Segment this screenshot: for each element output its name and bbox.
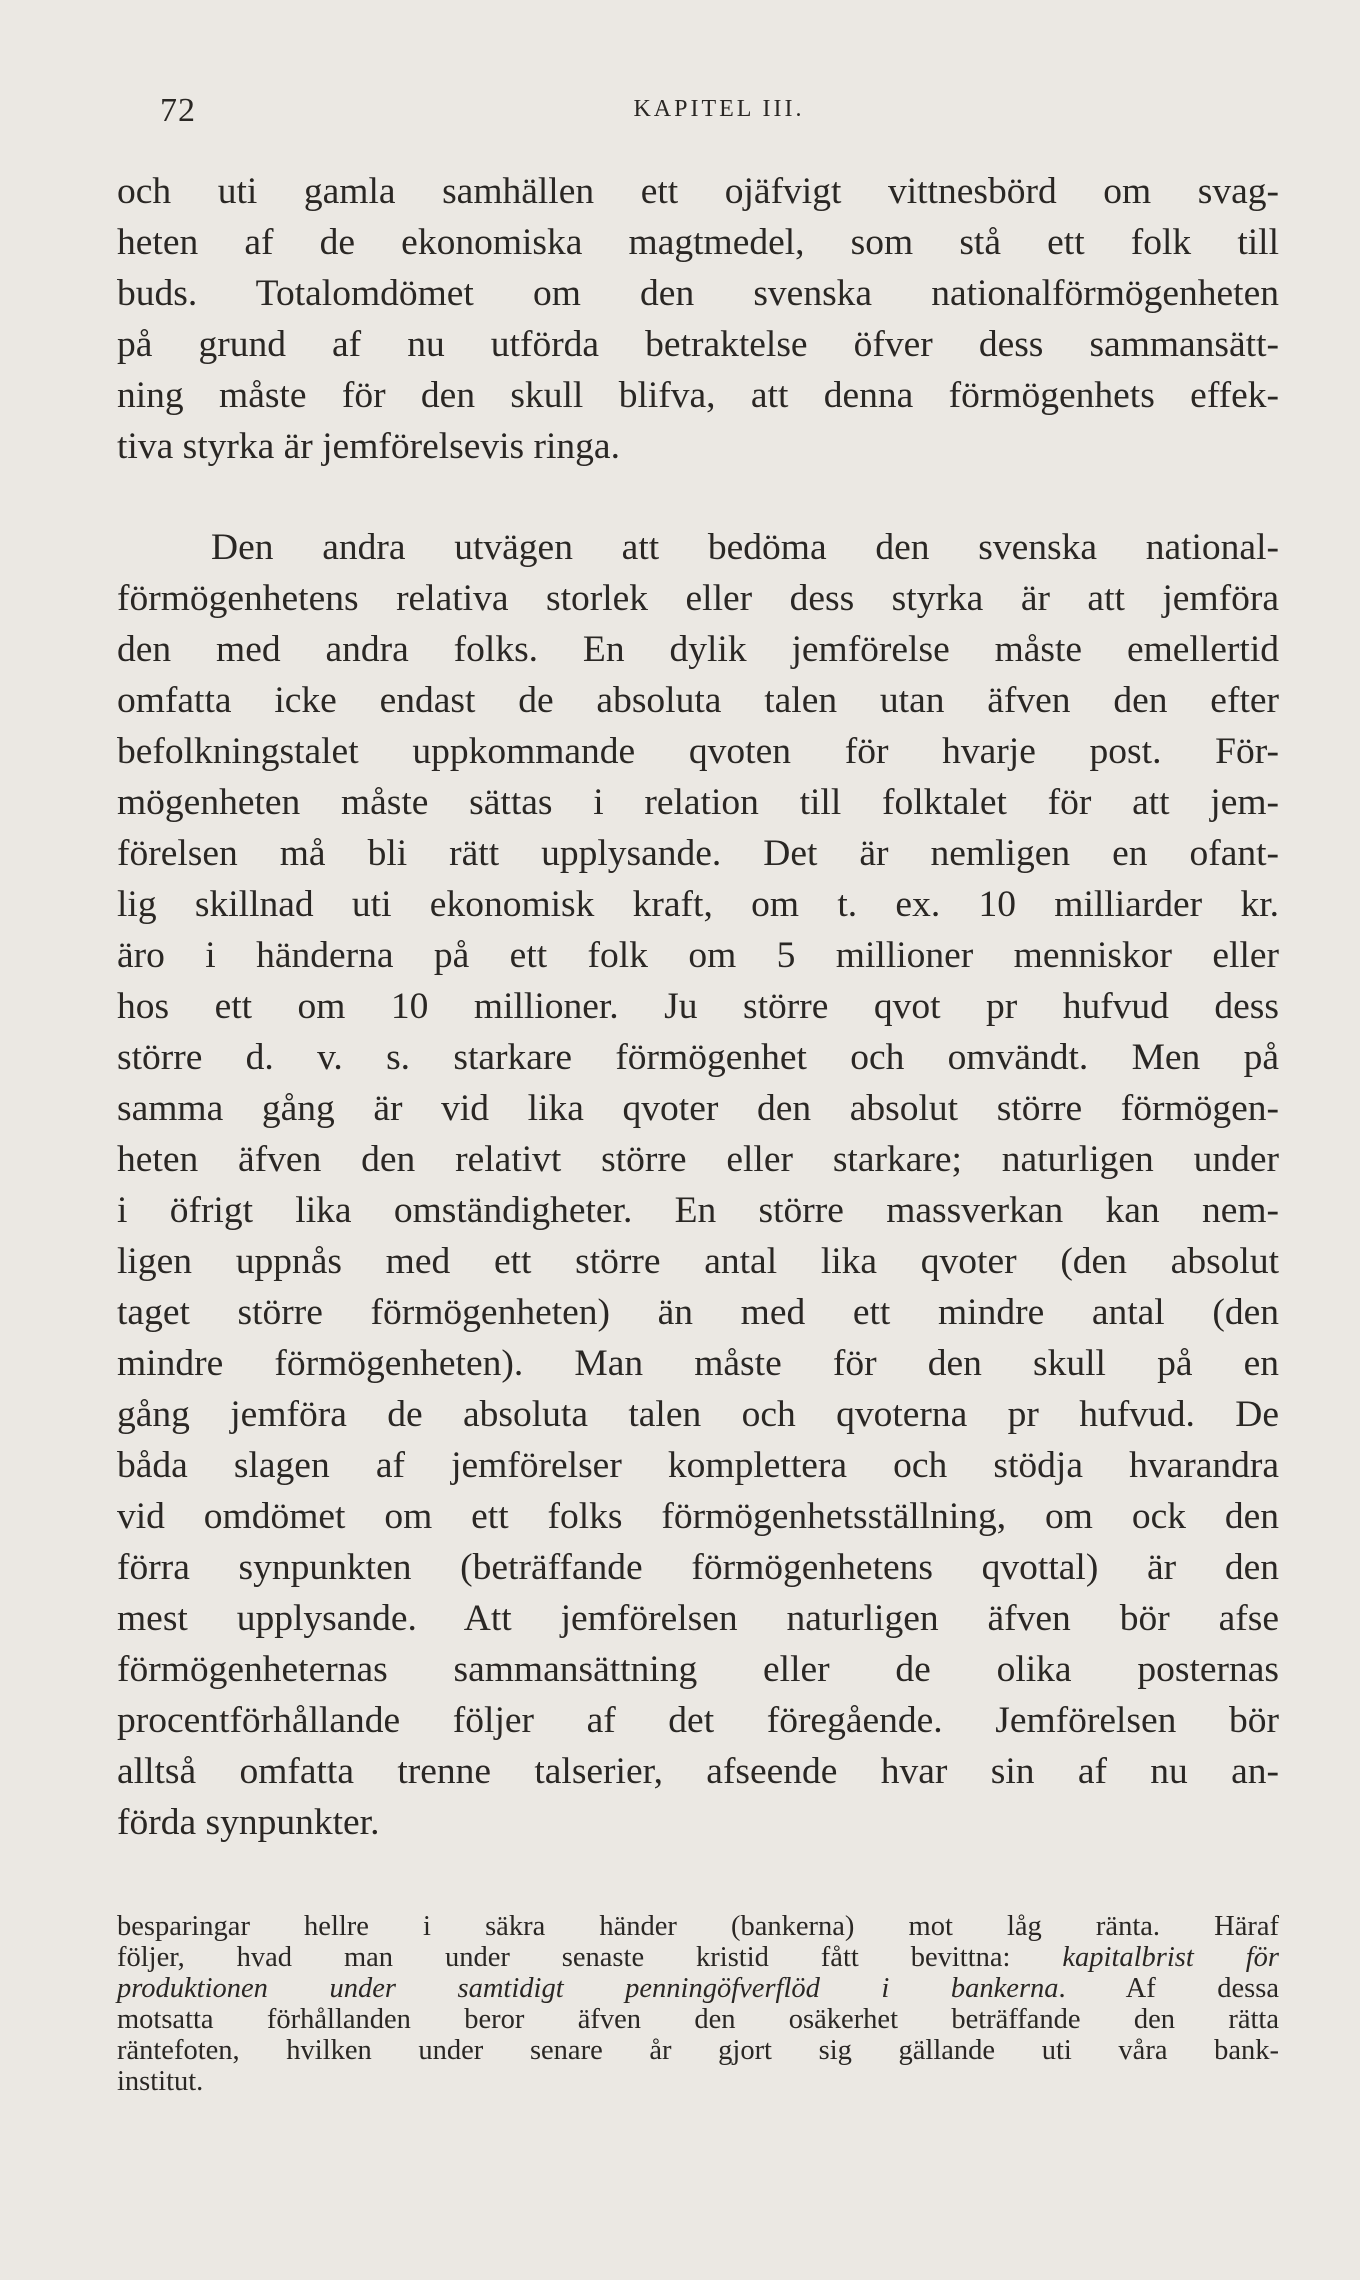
- text-line: vid omdömet om ett folks förmögenhetsställning, om ock den: [117, 1496, 1279, 1537]
- page-number: 72: [160, 92, 196, 129]
- text-line: förelsen må bli rätt upplysande. Det är nemligen en ofant-: [117, 833, 1279, 874]
- text-line: hos ett om 10 millioner. Ju större qvot pr hufvud dess: [117, 986, 1279, 1027]
- text-line: heten af de ekonomiska magtmedel, som stå ett folk till: [117, 222, 1279, 263]
- paragraph-gap: [117, 472, 1279, 522]
- footnote: [117, 1911, 1279, 2097]
- footnote-text: följer, hvad man under senaste kristid fått bevittna:: [117, 1942, 1063, 1973]
- footnote-line: besparingar hellre i säkra händer (bankerna) mot låg ränta. Häraf: [117, 1911, 1279, 1942]
- text-line: i öfrigt lika omständigheter. En större massverkan kan nem-: [117, 1190, 1279, 1231]
- text-line: tiva styrka är jemförelsevis ringa.: [117, 426, 620, 467]
- text-line: mest upplysande. Att jemförelsen naturligen äfven bör afse: [117, 1598, 1279, 1639]
- text-line: större d. v. s. starkare förmögenhet och omvändt. Men på: [117, 1037, 1279, 1078]
- footnote-line: [117, 1942, 1279, 1973]
- body-text: [117, 166, 1279, 1848]
- text-line: förmögenhetens relativa storlek eller dess styrka är att jemföra: [117, 578, 1279, 619]
- text-line: alltså omfatta trenne talserier, afseende hvar sin af nu an-: [117, 1751, 1279, 1792]
- text-line: äro i händerna på ett folk om 5 millioner menniskor eller: [117, 935, 1279, 976]
- text-line: Den andra utvägen att bedöma den svenska national-: [211, 527, 1279, 568]
- footnote-italic-text: kapitalbrist för: [1062, 1942, 1279, 1973]
- text-line: gång jemföra de absoluta talen och qvoterna pr hufvud. De: [117, 1394, 1279, 1435]
- footnote-line: [117, 1973, 1279, 2004]
- text-line: omfatta icke endast de absoluta talen utan äfven den efter: [117, 680, 1279, 721]
- text-line: lig skillnad uti ekonomisk kraft, om t. ex. 10 milliarder kr.: [117, 884, 1279, 925]
- footnote-line: räntefoten, hvilken under senare år gjort sig gällande uti våra bank-: [117, 2035, 1279, 2066]
- text-line: buds. Totalomdömet om den svenska nationalförmögenheten: [117, 273, 1279, 314]
- text-line: den med andra folks. En dylik jemförelse måste emellertid: [117, 629, 1279, 670]
- paragraph-2: [117, 522, 1279, 1848]
- paragraph-1: [117, 166, 1279, 472]
- text-line: samma gång är vid lika qvoter den absolut större förmögen-: [117, 1088, 1279, 1129]
- text-line: och uti gamla samhällen ett ojäfvigt vittnesbörd om svag-: [117, 171, 1279, 212]
- text-line: mindre förmögenheten). Man måste för den skull på en: [117, 1343, 1279, 1384]
- text-line: ligen uppnås med ett större antal lika qvoter (den absolut: [117, 1241, 1279, 1282]
- footnote-italic-text: produktionen under samtidigt penningöfverflöd i bankerna: [117, 1973, 1059, 2004]
- running-head: KAPITEL III.: [633, 96, 805, 122]
- text-line: procentförhållande följer af det föregående. Jemförelsen bör: [117, 1700, 1279, 1741]
- text-line: förda synpunkter.: [117, 1802, 380, 1843]
- page-header: [160, 92, 1278, 132]
- text-line: heten äfven den relativt större eller starkare; naturligen under: [117, 1139, 1279, 1180]
- text-line: båda slagen af jemförelser komplettera och stödja hvarandra: [117, 1445, 1279, 1486]
- footnote-line: institut.: [117, 2066, 204, 2097]
- text-line: mögenheten måste sättas i relation till folktalet för att jem-: [117, 782, 1279, 823]
- footnote-text: . Af dessa: [1058, 1973, 1280, 2004]
- text-line: taget större förmögenheten) än med ett mindre antal (den: [117, 1292, 1279, 1333]
- text-line: förra synpunkten (beträffande förmögenhetens qvottal) är den: [117, 1547, 1279, 1588]
- text-line: förmögenheternas sammansättning eller de olika posternas: [117, 1649, 1279, 1690]
- text-line: befolkningstalet uppkommande qvoten för hvarje post. För-: [117, 731, 1279, 772]
- text-line: ning måste för den skull blifva, att denna förmögenhets effek-: [117, 375, 1279, 416]
- footnote-line: motsatta förhållanden beror äfven den osäkerhet beträffande den rätta: [117, 2004, 1279, 2035]
- text-line: på grund af nu utförda betraktelse öfver dess sammansätt-: [117, 324, 1279, 365]
